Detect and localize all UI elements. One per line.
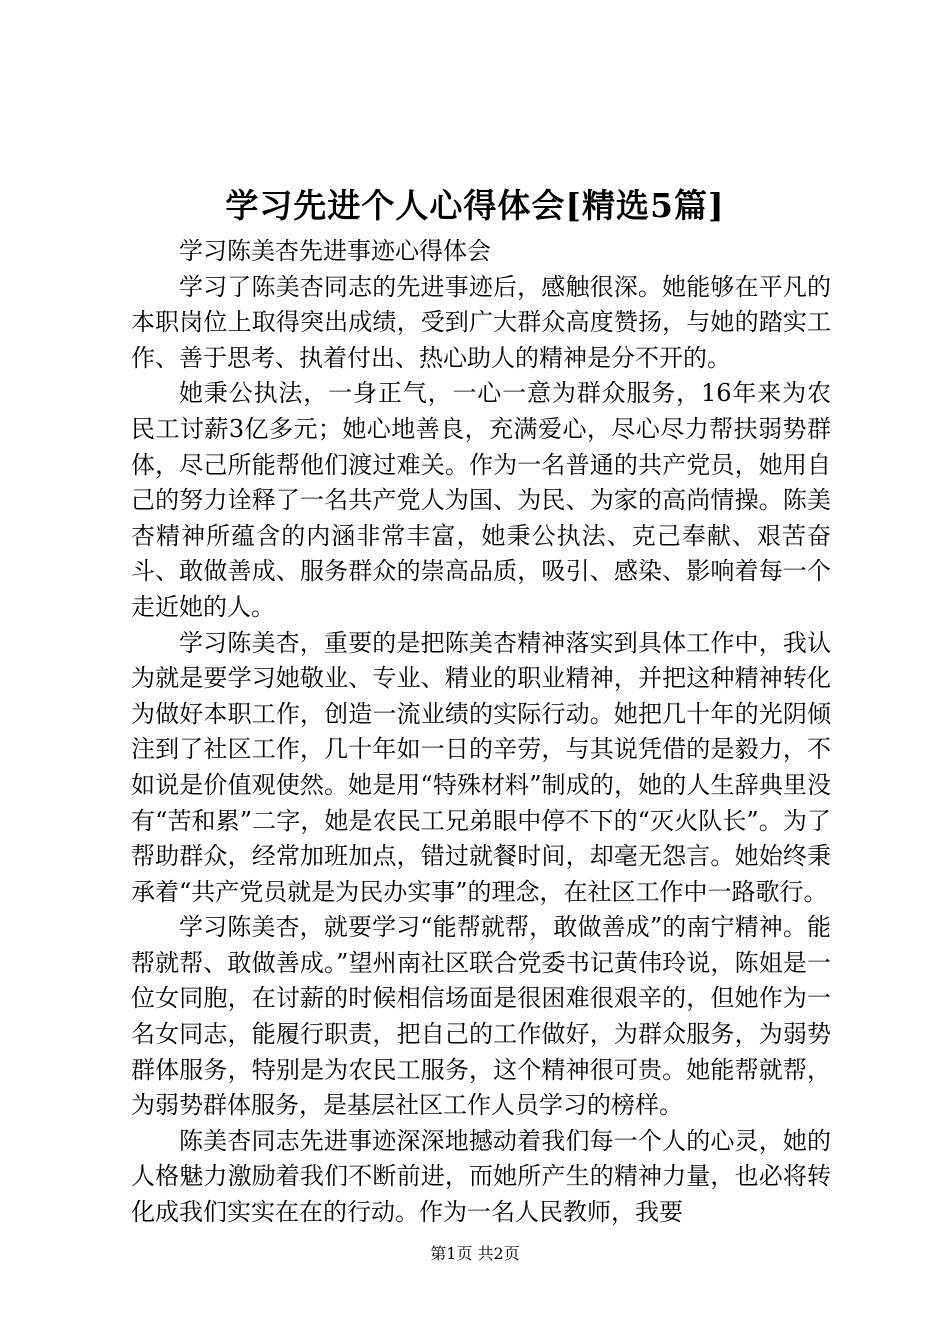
section-subtitle: 学习陈美杏先进事迹心得体会 (179, 237, 491, 265)
page-number-footer: 第1页 共2页 (430, 1244, 520, 1263)
body-paragraph: 学习了陈美杏同志的先进事迹后，感触很深。她能够在平凡的本职岗位上取得突出成绩，受到广大群众高度赞扬，与她的踏实工作、善于思考、执着付出、热心助人的精神是分不开的。 (131, 272, 831, 372)
body-paragraph: 陈美杏同志先进事迹深深地撼动着我们每一个人的心灵，她的人格魅力激励着我们不断前进，而她所产生的精神力量，也必将转化成我们实实在在的行动。作为一名人民教师，我要 (131, 1126, 831, 1227)
document-title: 学习先进个人心得体会[精选5篇] (225, 186, 725, 225)
body-paragraph: 她秉公执法，一身正气，一心一意为群众服务，16年来为农民工讨薪3亿多元；她心地善良，充满爱心，尽心尽力帮扶弱势群体，尽己所能帮他们渡过难关。作为一名普通的共产党员，她用自己的努力诠释了一名共产党人为国、为民、为家的高尚情操。陈美杏精神所蕴含的内涵非常丰富，她秉公执法、克己奉献、艰苦奋斗、敢做善成、服务群众的崇高品质，吸引、感染、影响着每一个走近她的人。 (131, 379, 831, 621)
body-paragraph: 学习陈美杏，就要学习“能帮就帮，敢做善成”的南宁精神。能帮就帮、敢做善成。”望州南社区联合党委书记黄伟玲说，陈姐是一位女同胞，在讨薪的时候相信场面是很困难很艰辛的，但她作为一名女同志，能履行职责，把自己的工作做好，为群众服务，为弱势群体服务，特别是为农民工服务，这个精神很可贵。她能帮就帮，为弱势群体服务，是基层社区工作人员学习的榜样。 (131, 913, 831, 1120)
document-body (131, 234, 831, 1231)
body-paragraph: 学习陈美杏，重要的是把陈美杏精神落实到具体工作中，我认为就是要学习她敬业、专业、精业的职业精神，并把这种精神转化为做好本职工作，创造一流业绩的实际行动。她把几十年的光阴倾注到了社区工作，几十年如一日的辛劳，与其说凭借的是毅力，不如说是价值观使然。她是用“特殊材料”制成的，她的人生辞典里没有“苦和累”二字，她是农民工兄弟眼中停不下的“灭火队长”。为了帮助群众，经常加班加点，错过就餐时间，却毫无怨言。她始终秉承着“共产党员就是为民办实事”的理念，在社区工作中一路歌行。 (131, 628, 831, 906)
